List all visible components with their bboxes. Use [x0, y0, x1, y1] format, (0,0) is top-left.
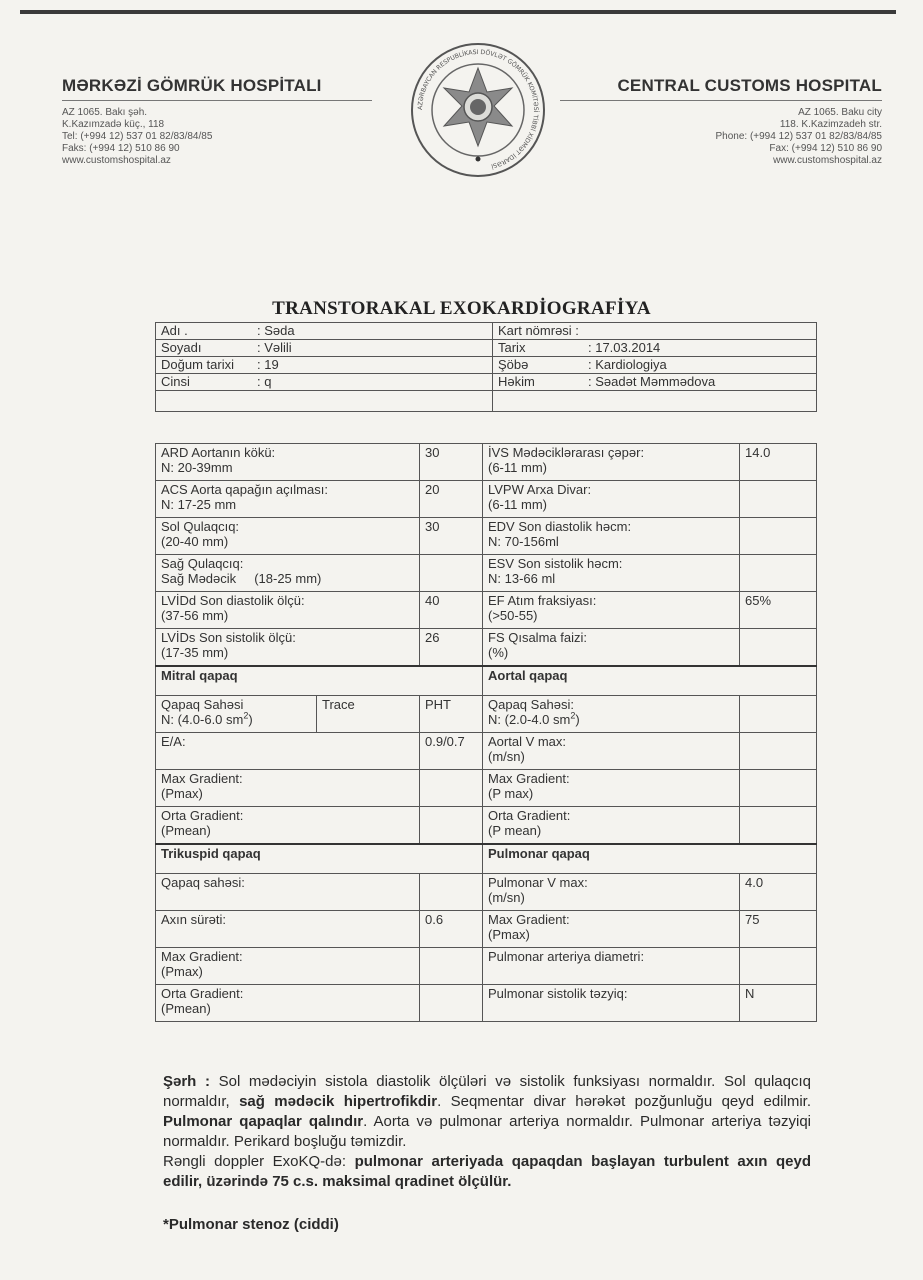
empty-cell: [420, 874, 483, 911]
address-line: K.Kazımzadə küç., 118: [62, 119, 165, 130]
header-right: [560, 76, 882, 167]
measure-value: 20: [420, 481, 483, 518]
empty-cell: [740, 807, 817, 845]
surname-label: Soyadı: [156, 340, 253, 357]
empty-cell: [420, 807, 483, 845]
date-value: : 17.03.2014: [583, 340, 817, 357]
divider: [62, 100, 372, 101]
trikuspid-flow-value: 0.6: [420, 911, 483, 948]
measure-label: EF Atım fraksiyası: (>50-55): [483, 592, 740, 629]
fax-line: Fax: (+994 12) 510 86 90: [769, 143, 882, 154]
measure-value: [740, 518, 817, 555]
measure-value: 30: [420, 444, 483, 481]
pulmonar-vmax-value: 4.0: [740, 874, 817, 911]
measure-value: 65%: [740, 592, 817, 629]
commentary-label: Şərh :: [163, 1073, 210, 1090]
mitral-meangrad-label: Orta Gradient: (Pmean): [156, 807, 420, 845]
phone-line: Tel: (+994 12) 537 01 82/83/84/85: [62, 131, 213, 142]
mitral-heading: Mitral qapaq: [156, 666, 483, 696]
measure-label: İVS Mədəciklərarası çəpər: (6-11 mm): [483, 444, 740, 481]
aortal-meangrad-label: Orta Gradient: (P mean): [483, 807, 740, 845]
measure-value: 30: [420, 518, 483, 555]
address-line: 118. K.Kazimzadeh str.: [779, 119, 882, 130]
measure-label: LVİDs Son sistolik ölçü: (17-35 mm): [156, 629, 420, 667]
empty-cell: [740, 948, 817, 985]
diagnosis: *Pulmonar stenoz (ciddi): [163, 1216, 339, 1233]
table-row: [156, 518, 817, 555]
table-row: [156, 985, 817, 1022]
measure-label: LVİDd Son diastolik ölçü: (37-56 mm): [156, 592, 420, 629]
ea-value: 0.9/0.7: [420, 733, 483, 770]
measure-value: 26: [420, 629, 483, 667]
section-header-row: [156, 844, 817, 874]
pulmonar-vmax-label: Pulmonar V max: (m/sn): [483, 874, 740, 911]
pulmonar-pressure-value: N: [740, 985, 817, 1022]
empty-cell: [740, 696, 817, 733]
website-line: www.customshospital.az: [773, 155, 882, 166]
table-row: [156, 444, 817, 481]
divider: [560, 100, 882, 101]
website-line: www.customshospital.az: [62, 155, 171, 166]
measure-label: ARD Aortanın kökü: N: 20-39mm: [156, 444, 420, 481]
name-label: Adı .: [156, 323, 253, 340]
hospital-name-en: CENTRAL CUSTOMS HOSPITAL: [617, 76, 882, 95]
table-row: [156, 629, 817, 667]
pulmonar-maxgrad-label: Max Gradient: (Pmax): [483, 911, 740, 948]
trikuspid-meangrad-label: Orta Gradient: (Pmean): [156, 985, 420, 1022]
measure-label: Sağ Qulaqcıq: Sağ Mədəcik (18-25 mm): [156, 555, 420, 592]
ea-label: E/A:: [156, 733, 420, 770]
document-title: TRANSTORAKAL EXOKARDİOGRAFİYA: [272, 298, 651, 319]
aortal-heading: Aortal qapaq: [483, 666, 817, 696]
measure-label: Sol Qulaqcıq: (20-40 mm): [156, 518, 420, 555]
measure-label: LVPW Arxa Divar: (6-11 mm): [483, 481, 740, 518]
measure-label: ACS Aorta qapağın açılması: N: 17-25 mm: [156, 481, 420, 518]
empty-cell: [156, 391, 493, 412]
measure-value: [740, 481, 817, 518]
table-row: [156, 807, 817, 845]
table-row: [156, 874, 817, 911]
department-label: Şöbə: [493, 357, 584, 374]
svg-text:AZƏRBAYCAN RESPUBLİKASI DÖVLƏT: AZƏRBAYCAN RESPUBLİKASI DÖVLƏT GÖMRÜK KOMİTƏSİ TİBBİ XİDMƏT İDARƏSİ: [416, 48, 540, 170]
empty-cell: [740, 733, 817, 770]
measure-label: EDV Son diastolik həcm: N: 70-156ml: [483, 518, 740, 555]
sex-label: Cinsi: [156, 374, 253, 391]
surname-value: : Vəlili: [252, 340, 493, 357]
address-line: AZ 1065. Baku city: [798, 107, 882, 118]
hospital-name-az: MƏRKƏZİ GÖMRÜK HOSPİTALI: [62, 76, 322, 95]
empty-cell: [420, 985, 483, 1022]
table-row: [156, 948, 817, 985]
aortal-area-label: Qapaq Sahəsi: N: (2.0-4.0 $sm^2$): [483, 696, 740, 733]
date-label: Tarix: [493, 340, 584, 357]
table-row: [156, 555, 817, 592]
empty-cell: [420, 770, 483, 807]
table-row: [156, 481, 817, 518]
mitral-pht: PHT: [420, 696, 483, 733]
header-left: [62, 76, 372, 167]
measure-value: 14.0: [740, 444, 817, 481]
pulmonar-maxgrad-value: 75: [740, 911, 817, 948]
table-row: [156, 911, 817, 948]
doctor-value: : Səadət Məmmədova: [583, 374, 817, 391]
dob-label: Doğum tarixi: [156, 357, 253, 374]
dob-value: : 19: [252, 357, 493, 374]
department-value: : Kardiologiya: [583, 357, 817, 374]
table-row: [156, 770, 817, 807]
fax-line: Faks: (+994 12) 510 86 90: [62, 143, 180, 154]
top-rule: [20, 10, 896, 14]
aortal-maxgrad-label: Max Gradient: (P max): [483, 770, 740, 807]
sex-value: : q: [252, 374, 493, 391]
trikuspid-maxgrad-label: Max Gradient: (Pmax): [156, 948, 420, 985]
doctor-label: Həkim: [493, 374, 584, 391]
mitral-trace: Trace: [317, 696, 420, 733]
trikuspid-area-label: Qapaq sahəsi:: [156, 874, 420, 911]
measure-value: 40: [420, 592, 483, 629]
section-header-row: [156, 666, 817, 696]
table-row: [156, 696, 817, 733]
customs-seal-icon: [408, 40, 548, 180]
empty-cell: [740, 770, 817, 807]
card-label: Kart nömrəsi :: [493, 323, 817, 340]
patient-info-table: [155, 322, 817, 412]
table-row: [156, 592, 817, 629]
mitral-maxgrad-label: Max Gradient: (Pmax): [156, 770, 420, 807]
phone-line: Phone: (+994 12) 537 01 82/83/84/85: [715, 131, 882, 142]
measure-value: [420, 555, 483, 592]
address-line: AZ 1065. Bakı şəh.: [62, 107, 148, 118]
commentary: Şərh : Sol mədəciyin sistola diastolik ölçüləri və sistolik funksiyası normaldır. Sol qulaqcıq normaldır, sağ mədəcik hipertrofikdir. Seqmentar divar hərəkət pozğunluğu qeyd edilmir. Pulmonar qapaqlar qalındır. Aorta və pulmonar arteriya normaldır. Pulmonar arteriya təzyiqi normaldır. Perikard boşluğu təmizdir. Rəngli doppler ExoKQ-də: pulmonar arteriyada qapaqdan başlayan turbulent axın qeyd edilir, üzərində 75 c.s. maksimal qradinet ölçülür.: [163, 1073, 812, 1190]
mitral-area-label: Qapaq Sahəsi N: (4.0-6.0 $sm^2$): [156, 696, 317, 733]
measure-label: FS Qısalma faizi: (%): [483, 629, 740, 667]
empty-cell: [420, 948, 483, 985]
name-value: : Səda: [252, 323, 493, 340]
measurements-table: [155, 443, 817, 1022]
empty-cell: [493, 391, 817, 412]
measure-value: [740, 629, 817, 667]
pulmonar-heading: Pulmonar qapaq: [483, 844, 817, 874]
measure-label: ESV Son sistolik həcm: N: 13-66 ml: [483, 555, 740, 592]
trikuspid-flow-label: Axın sürəti:: [156, 911, 420, 948]
aortal-vmax-label: Aortal V max: (m/sn): [483, 733, 740, 770]
trikuspid-heading: Trikuspid qapaq: [156, 844, 483, 874]
measure-value: [740, 555, 817, 592]
pulmonar-diameter-label: Pulmonar arteriya diametri:: [483, 948, 740, 985]
table-row: [156, 733, 817, 770]
pulmonar-pressure-label: Pulmonar sistolik təzyiq:: [483, 985, 740, 1022]
